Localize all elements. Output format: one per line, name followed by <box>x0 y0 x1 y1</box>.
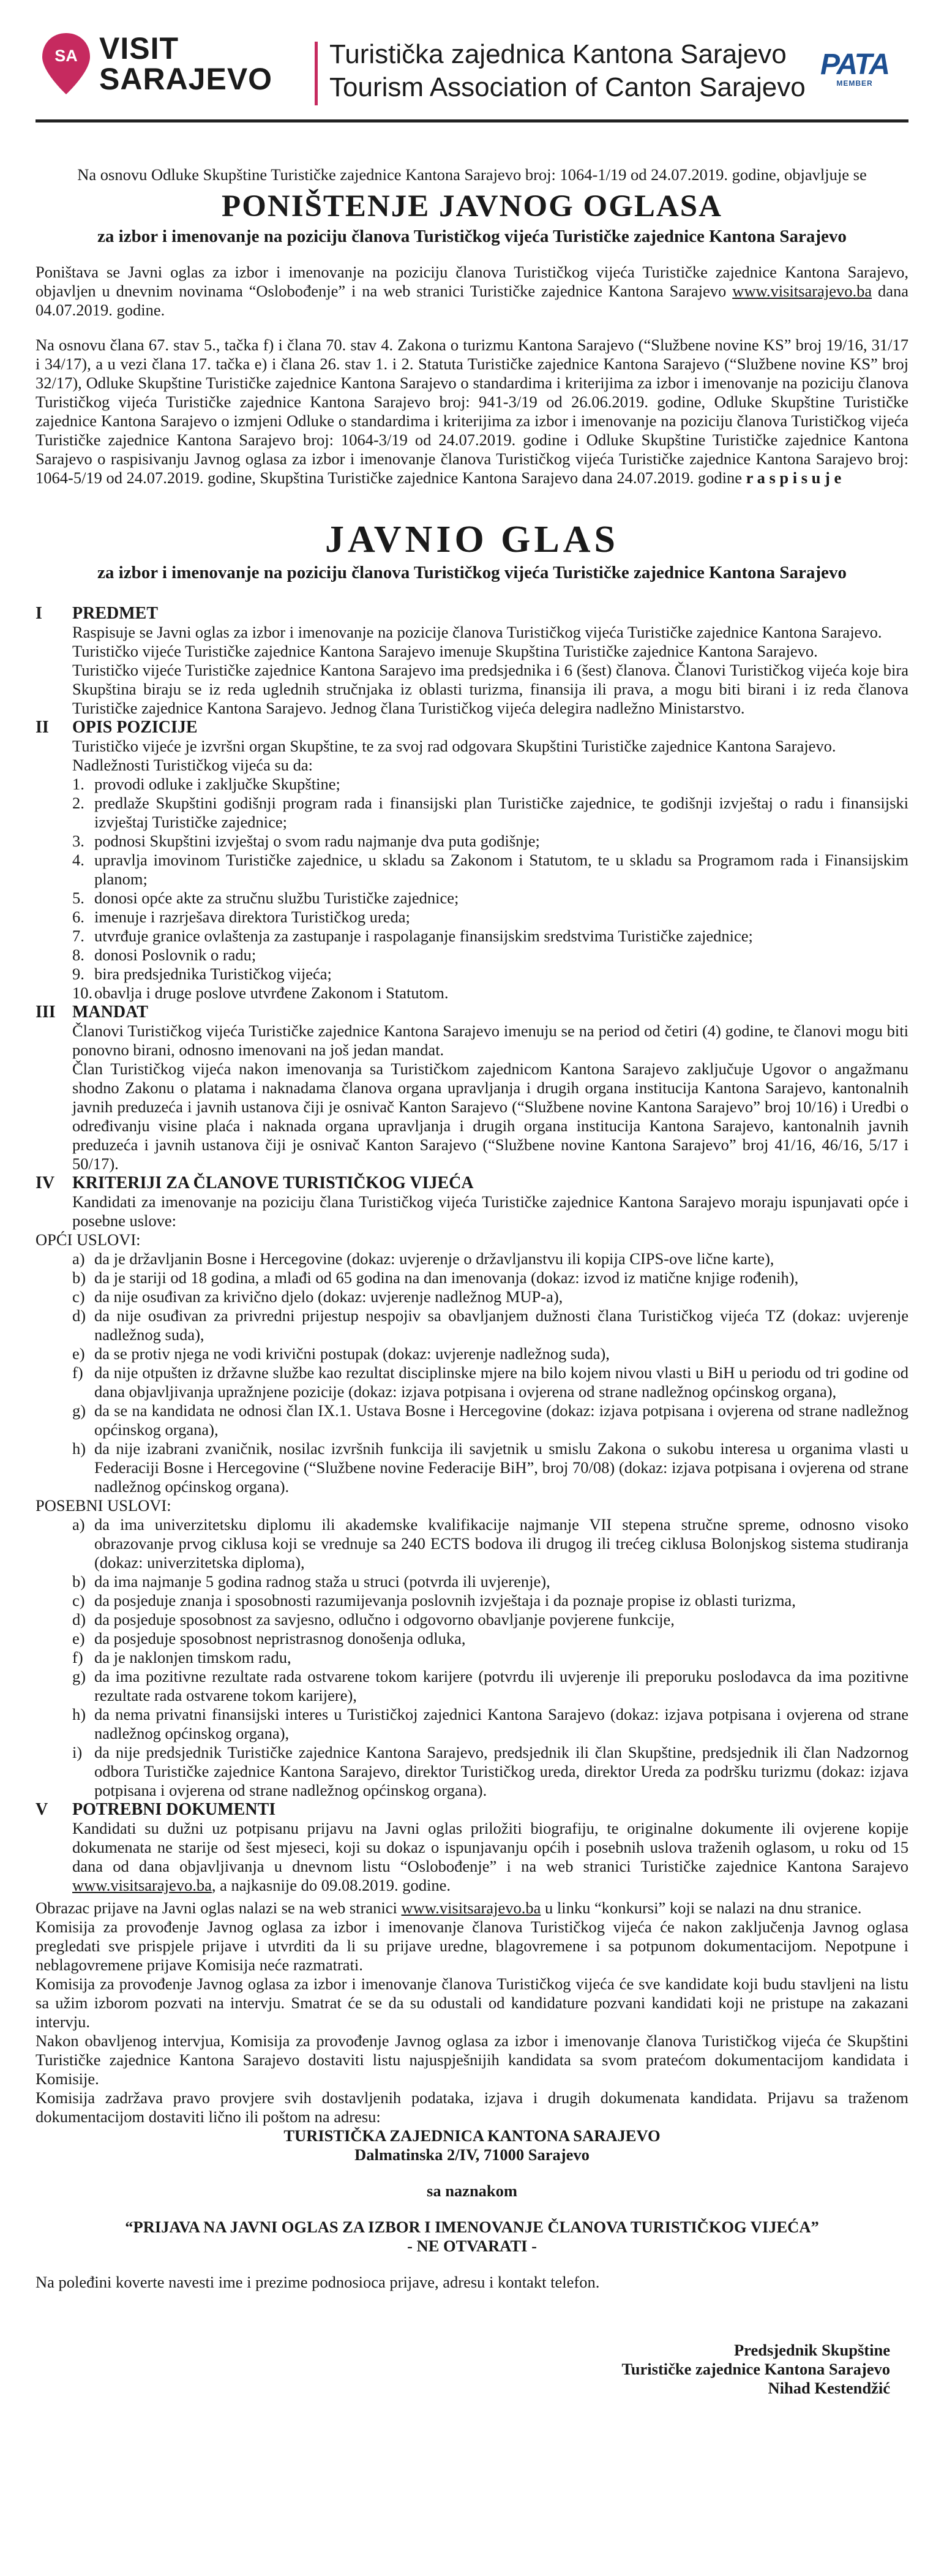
list-item <box>72 1344 908 1363</box>
section-number: V <box>36 1800 48 1819</box>
section-mandate-heading <box>36 1003 908 1022</box>
list-item <box>72 1287 908 1306</box>
paragraph <box>72 1819 908 1895</box>
list-item-marker: e) <box>72 1629 85 1648</box>
paragraph: Kandidati za imenovanje na poziciju člana Turističkog vijeća Turističke zajednice Kantona Sarajevo moraju ispunjavati opće i posebne uslove: <box>72 1192 908 1230</box>
list-item-marker: a) <box>72 1515 85 1534</box>
list-item <box>72 832 908 851</box>
list-item-text: da posjeduje sposobnost za savjesno, odlučno i odgovorno obavljanje povjerene funkcije, <box>94 1610 675 1629</box>
list-item-text: donosi opće akte za stručnu službu Turističke zajednice; <box>94 889 459 907</box>
list-item-marker: 6. <box>72 908 84 926</box>
list-item <box>72 794 908 832</box>
cancellation-subtitle: za izbor i imenovanje na poziciju članova Turističkog vijeća Turističke zajednice Kantona Sarajevo <box>97 227 847 246</box>
section-title: OPIS POZICIJE <box>72 718 198 737</box>
envelope-back-instructions: Na poleđini koverte navesti ime i prezime podnosioca prijave, adresu i kontakt telefon. <box>36 2273 600 2291</box>
list-item <box>72 1306 908 1344</box>
signature-organization: Turističke zajednice Kantona Sarajevo <box>621 2360 890 2378</box>
section-number: IV <box>36 1173 55 1192</box>
list-item-text: bira predsjednika Turističkog vijeća; <box>94 965 332 983</box>
list-item-marker: c) <box>72 1591 85 1610</box>
brand-line-2: SARAJEVO <box>99 62 273 96</box>
legal-basis-verb: r a s p i s u j e <box>746 469 842 487</box>
list-item-text: da je naklonjen timskom radu, <box>94 1648 291 1666</box>
list-item <box>72 1439 908 1496</box>
paragraph: Član Turističkog vijeća nakon imenovanja sa Turističkom zajednicom Kantona Sarajevo zaključuje Ugovor o angažmanu shodno Zakonu o platama i naknadama članova organa upravljanja i drugih organa institucija Kantona Sarajevo, kantonalnih javnih preduzeća i javnih ustanova čiji je osnivač Kanton Sarajevo (“Službene novine Kantona Sarajevo” broj 10/16) i Uredbi o određivanju visine plaća i naknada organa upravljanja i drugih organa institucija Kantona Sarajevo, kantonalnih javnih preduzeća i javnih ustanova čiji je osnivač Kanton Sarajevo (“Službene novine Kantona Sarajevo” broj 41/16, 46/16, 5/17 i 50/17). <box>72 1060 908 1173</box>
special-conditions-list <box>72 1515 908 1800</box>
section-documents-heading <box>36 1800 908 1819</box>
list-item-text: da je stariji od 18 godina, a mlađi od 65 godina na dan imenovanja (dokaz: izvod iz matične knjige rođenih), <box>94 1268 799 1287</box>
list-item-marker: 3. <box>72 832 84 850</box>
list-item <box>72 1629 908 1648</box>
pata-logo-text: PATA <box>820 48 889 81</box>
section-position-body <box>72 737 908 1003</box>
list-item <box>72 851 908 889</box>
header-divider <box>315 42 318 105</box>
paragraph: Komisija za provođenje Javnog oglasa za izbor i imenovanje članova Turističkog vijeća će nakon zaključenja Javnog oglasa pregledati sve prispjele prijave i utvrditi da li su prijave uredne, blagovremene i sa potpunom dokumentacijom. Nepotpune i neblagovremene prijave Komisija neće razmatrati. <box>36 1918 908 1974</box>
list-item <box>72 965 908 984</box>
organization-name <box>329 38 806 104</box>
list-item-marker: 7. <box>72 927 84 945</box>
list-item-text: provodi odluke i zaključke Skupštine; <box>94 775 340 793</box>
list-item-text: donosi Poslovnik o radu; <box>94 946 257 964</box>
signature-name: Nihad Kestendžić <box>768 2379 890 2397</box>
signature-title: Predsjednik Skupštine <box>733 2341 890 2359</box>
list-item <box>72 908 908 927</box>
list-item-marker: 2. <box>72 794 84 812</box>
map-pin-icon <box>40 32 92 96</box>
general-conditions-label: OPĆI USLOVI: <box>36 1230 141 1249</box>
list-item <box>72 946 908 965</box>
section-criteria-heading <box>36 1173 908 1192</box>
pin-text: SA <box>54 47 78 65</box>
documents-text-b: , a najkasnije do 09.08.2019. godine. <box>211 1876 451 1894</box>
list-item-marker: i) <box>72 1743 83 1761</box>
cancellation-title: PONIŠTENJE JAVNOG OGLASA <box>222 189 722 224</box>
list-item <box>72 1648 908 1667</box>
list-item-marker: b) <box>72 1268 86 1287</box>
legal-basis-text <box>36 336 908 488</box>
list-item-marker: b) <box>72 1572 86 1591</box>
list-item-text: da nema privatni finansijski interes u Turističkoj zajednici Kantona Sarajevo (dokaz: izjava potpisana i ovjerena od strane nadležnog općinskog organa), <box>94 1705 908 1742</box>
list-item-text: obavlja i druge poslove utvrđene Zakonom i Statutom. <box>94 984 449 1002</box>
envelope-warning: - NE OTVARATI - <box>407 2237 537 2255</box>
form-text-b: u linku “konkursi” koji se nalazi na dnu stranice. <box>544 1899 862 1917</box>
paragraph: Nakon obavljenog intervjua, Komisija za provođenje Javnog oglasa za izbor i imenovanje članova Turističkog vijeća će Skupštini Turističke zajednice Kantona Sarajevo dostaviti listu najuspješnijih kandidata sa svom pratećom dokumentacijom kandidata i Komisije. <box>36 2032 908 2088</box>
section-subject-heading <box>36 604 908 623</box>
list-item <box>72 1268 908 1287</box>
list-item-marker: c) <box>72 1287 85 1306</box>
paragraph: Članovi Turističkog vijeća Turističke zajednice Kantona Sarajevo imenuju se na period od četiri (4) godine, te članovi mogu biti ponovno birani, odnosno imenovani na još jedan mandat. <box>72 1022 908 1059</box>
list-item-marker: 8. <box>72 946 84 964</box>
list-item-text: da se na kandidata ne odnosi član IX.1. Ustava Bosne i Hercegovine (dokaz: izjava potpisana i ovjerena od strane nadležnog općinskog organa), <box>94 1401 908 1439</box>
section-position-heading <box>36 718 908 737</box>
announcement-title: JAVNIO GLAS <box>324 519 620 560</box>
list-item-text: da ima univerzitetsku diplomu ili akademske kvalifikacije najmanje VII stepena stručne spreme, odnosno visoko obrazovanje prvog ciklusa koji se vrednuje sa 240 ECTS bodova ili drugog ili trećeg ciklusa Bolonjskog sistema studiranja (dokaz: univerzitetska diploma), <box>94 1515 908 1572</box>
list-item <box>72 984 908 1003</box>
website-link[interactable]: www.visitsarajevo.ba <box>72 1876 212 1894</box>
paragraph: Turističko vijeće je izvršni organ Skupštine, te za svoj rad odgovara Skupštini Turističke zajednice Kantona Sarajevo. <box>72 737 836 755</box>
list-item-marker: 1. <box>72 775 84 793</box>
section-title: MANDAT <box>72 1003 148 1022</box>
documents-text-a: Kandidati su dužni uz potpisanu prijavu na Javni oglas priložiti biografiju, te originalne dokumente ili ovjerene kopije dokumenata ne starije od šest mjeseci, koji su dokaz o ispunjavanju općih i posebnih uslova traženih oglasom, u roku od 15 dana od dana objavljivanja u dnevnom listu “Oslobođenje” i na web stranici Turističke zajednice Kantona Sarajevo <box>72 1819 908 1875</box>
list-item-text: da ima pozitivne rezultate rada ostvarene tokom karijere (potvrdu ili uvjerenje ili preporuku poslodavca da ima pozitivne rezultate rada ostvarene tokom karijere), <box>94 1667 908 1704</box>
list-item <box>72 889 908 908</box>
brand-line-1: VISIT <box>99 31 179 66</box>
list-item-text: da posjeduje sposobnost nepristrasnog donošenja odluka, <box>94 1629 466 1648</box>
announcement-subtitle: za izbor i imenovanje na poziciju članova Turističkog vijeća Turističke zajednice Kantona Sarajevo <box>97 563 847 582</box>
cancellation-text <box>36 263 908 320</box>
envelope-note-label: sa naznakom <box>427 2182 517 2200</box>
list-item-marker: e) <box>72 1344 85 1363</box>
list-item-marker: 9. <box>72 965 84 983</box>
cancellation-text-b: dana 04.07.2019. godine. <box>36 282 909 319</box>
list-item <box>72 1249 908 1268</box>
envelope-title: “PRIJAVA NA JAVNI OGLAS ZA IZBOR I IMENOVANJE ČLANOVA TURISTIČKOG VIJEĆA” <box>125 2218 819 2236</box>
section-title: POTREBNI DOKUMENTI <box>72 1800 276 1819</box>
address-street: Dalmatinska 2/IV, 71000 Sarajevo <box>354 2145 590 2164</box>
list-item-marker: a) <box>72 1249 85 1268</box>
list-item-text: podnosi Skupštini izvještaj o svom radu najmanje dva puta godišnje; <box>94 832 540 850</box>
section-documents-body <box>72 1819 908 1895</box>
list-item <box>72 1401 908 1439</box>
list-item-marker: f) <box>72 1648 83 1666</box>
paragraph: Komisija za provođenje Javnog oglasa za izbor i imenovanje članova Turističkog vijeća će sve kandidate koji budu stavljeni na listu sa užim izborom pozvati na intervju. Smatrat će se da su odustali od kandidature pozvani kandidati koji ne pristupe na zakazani intervju. <box>36 1975 908 2031</box>
pata-member-text: MEMBER <box>836 79 873 88</box>
paragraph: Turističko vijeće Turističke zajednice Kantona Sarajevo imenuje Skupština Turističke zajednice Kantona Sarajevo. <box>72 642 818 660</box>
list-item-text: da nije izabrani zvaničnik, nosilac izvršnih funkcija ili savjetnik u smislu Zakona o sukobu interesa u organima vlasti u Federaciji Bosne i Hercegovine (“Službene novine Federacije BiH”, broj 70/08) (dokaz: izjava potpisana i ovjerena od strane nadležnog općinskog organa). <box>94 1439 908 1496</box>
section-criteria-intro <box>72 1192 908 1230</box>
list-item <box>72 775 908 794</box>
list-item-text: upravlja imovinom Turističke zajednice, u skladu sa Zakonom i Statutom, te u skladu sa Programom rada i Finansijskim planom; <box>94 851 908 888</box>
cancellation-text-a: Poništava se Javni oglas za izbor i imenovanje na poziciju članova Turističkog vijeća Turističke zajednice Kantona Sarajevo, objavljen u dnevnim novinama “Oslobođenje” i na web stranici Turističke zajednice Kantona Sarajevo <box>36 263 908 300</box>
duties-list <box>72 775 908 1003</box>
list-item-text: predlaže Skupštini godišnji program rada i finansijski plan Turističke zajednice, te godišnji izvještaj o radu i finansijski izvještaj Turističke zajednice; <box>94 794 908 831</box>
list-item-marker: f) <box>72 1363 83 1382</box>
section-number: III <box>36 1003 56 1022</box>
org-name-english: Tourism Association of Canton Sarajevo <box>329 72 806 102</box>
section-number: I <box>36 604 42 623</box>
list-item-text: da se protiv njega ne vodi krivični postupak (dokaz: uvjerenje nadležnog suda), <box>94 1344 610 1363</box>
paragraph: Komisija zadržava pravo provjere svih dostavljenih podataka, izjava i drugih dokumenata kandidata. Prijavu sa traženom dokumentacijom dostaviti lično ili poštom na adresu: <box>36 2088 908 2126</box>
list-item-text: da nije osuđivan za krivično djelo (dokaz: uvjerenje nadležnog MUP-a), <box>94 1287 563 1306</box>
paragraph: Raspisuje se Javni oglas za izbor i imenovanje na pozicije članova Turističkog vijeća Turističke zajednice Kantona Sarajevo. <box>72 623 882 641</box>
list-item <box>72 1610 908 1629</box>
list-item-text: da ima najmanje 5 godina radnog staža u struci (potvrda ili uvjerenje), <box>94 1572 550 1591</box>
section-subject-body <box>72 623 908 718</box>
list-item <box>72 1591 908 1610</box>
visit-sarajevo-logo <box>40 32 272 96</box>
list-item-marker: d) <box>72 1306 86 1325</box>
section-number: II <box>36 718 49 737</box>
org-name-local: Turistička zajednica Kantona Sarajevo <box>329 39 787 69</box>
form-text-a: Obrazac prijave na Javni oglas nalazi se na web stranici <box>36 1899 397 1917</box>
address-name: TURISTIČKA ZAJEDNICA KANTONA SARAJEVO <box>283 2126 661 2145</box>
list-item-text: da posjeduje znanja i sposobnosti razumijevanja poslovnih izvještaja i da poznaje propise iz oblasti turizma, <box>94 1591 796 1610</box>
list-item <box>72 1515 908 1572</box>
general-conditions-list <box>72 1249 908 1496</box>
list-item <box>72 1572 908 1591</box>
list-item-marker: g) <box>72 1401 86 1420</box>
list-item-marker: d) <box>72 1610 86 1629</box>
list-item-text: utvrđuje granice ovlaštenja za zastupanje i raspolaganje finansijskim sredstvima Turističke zajednice; <box>94 927 753 945</box>
section-title: PREDMET <box>72 604 158 623</box>
list-item <box>72 927 908 946</box>
list-item-text: da nije otpušten iz državne službe kao rezultat disciplinske mjere na bilo kojem nivou vlasti u BiH u periodu od tri godine od dana objavljivanja upražnjene pozicije (dokaz: izjava potpisana i ovjerena od strane nadležnog općinskog organa), <box>94 1363 908 1401</box>
website-link[interactable]: www.visitsarajevo.ba <box>401 1899 541 1917</box>
header <box>36 24 908 122</box>
pata-member-logo <box>813 48 896 88</box>
special-conditions-label: POSEBNI USLOVI: <box>36 1496 171 1515</box>
paragraph: Nadležnosti Turističkog vijeća su da: <box>72 756 313 774</box>
list-item <box>72 1743 908 1800</box>
list-item <box>72 1363 908 1401</box>
signature-block <box>36 2341 890 2398</box>
list-item <box>72 1705 908 1743</box>
intro-text: Na osnovu Odluke Skupštine Turističke zajednice Kantona Sarajevo broj: 1064-1/19 od 24.07.2019. godine, objavljuje se <box>77 165 867 184</box>
list-item-text: imenuje i razrješava direktora Turističkog ureda; <box>94 908 410 926</box>
list-item-text: da nije predsjednik Turističke zajednice Kantona Sarajevo, predsjednik ili član Skupštine, predsjednik ili član Nadzornog odbora Turističke zajednice Kantona Sarajevo, direktor Turističkog ureda, direktor Ureda za podršku turizmu (dokaz: izjava potpisana i ovjerena od strane nadležnog općinskog organa). <box>94 1743 908 1799</box>
legal-basis-body: Na osnovu člana 67. stav 5., tačka f) i člana 70. stav 4. Zakona o turizmu Kantona Sarajevo (“Službene novine KS” broj 19/16, 31/17 i 34/17), a u vezi člana 17. tačka e) i člana 26. stav 1. i 2. Statuta Turističke zajednice Kantona Sarajevo (“Službene novine KS” broj 32/17), Odluke Skupštine Turističke zajednice Kantona Sarajevo o standardima i kriterijima za izbor i imenovanje na poziciju članova Turističkog vijeća Turističke zajednice Kantona Sarajevo broj: 941-3/19 od 26.06.2019. godine, Odluke Skupštine Turističke zajednice Kantona Sarajevo o izmjeni Odluke o standardima i kriterijima za izbor i imenovanje na poziciju članova Turističkog vijeća Turističke zajednice Kantona Sarajevo broj: 1064-3/19 od 24.07.2019. godine i Odluke Skupštine Turističke zajednice Kantona Sarajevo o raspisivanju Javnog oglasa za izbor i imenovanje članova Turističkog vijeća Turističke zajednice Kantona Sarajevo broj: 1064-5/19 od 24.07.2019. godine, Skupština Turističke zajednice Kantona Sarajevo dana 24.07.2019. godine <box>36 336 908 487</box>
section-title: KRITERIJI ZA ČLANOVE TURISTIČKOG VIJEĆA <box>72 1173 474 1192</box>
form-location-text <box>36 1899 908 1918</box>
website-link[interactable]: www.visitsarajevo.ba <box>732 282 872 300</box>
list-item-marker: h) <box>72 1705 86 1723</box>
list-item-marker: 10. <box>72 984 93 1002</box>
paragraph: Turističko vijeće Turističke zajednice Kantona Sarajevo ima predsjednika i 6 (šest) članova. Članovi Turističkog vijeća koje bira Skupština biraju se iz reda uglednih stručnjaka iz oblasti turizma, finansija ili prava, a mogu biti birani i iz reda članova Turističke zajednice Kantona Sarajevo. Jednog člana Turističkog vijeća delegira nadležno Ministarstvo. <box>72 661 908 717</box>
section-mandate-body <box>72 1022 908 1173</box>
list-item-marker: 5. <box>72 889 84 907</box>
list-item-marker: 4. <box>72 851 84 869</box>
list-item-text: da je državljanin Bosne i Hercegovine (dokaz: uvjerenje o državljanstvu ili kopija CIPS-ove lične karte), <box>94 1249 774 1268</box>
list-item-marker: g) <box>72 1667 86 1685</box>
list-item <box>72 1667 908 1705</box>
list-item-text: da nije osuđivan za privredni prijestup nespojiv sa obavljanjem dužnosti člana Turističkog vijeća TZ (dokaz: uvjerenje nadležnog suda), <box>94 1306 908 1344</box>
list-item-marker: h) <box>72 1439 86 1458</box>
